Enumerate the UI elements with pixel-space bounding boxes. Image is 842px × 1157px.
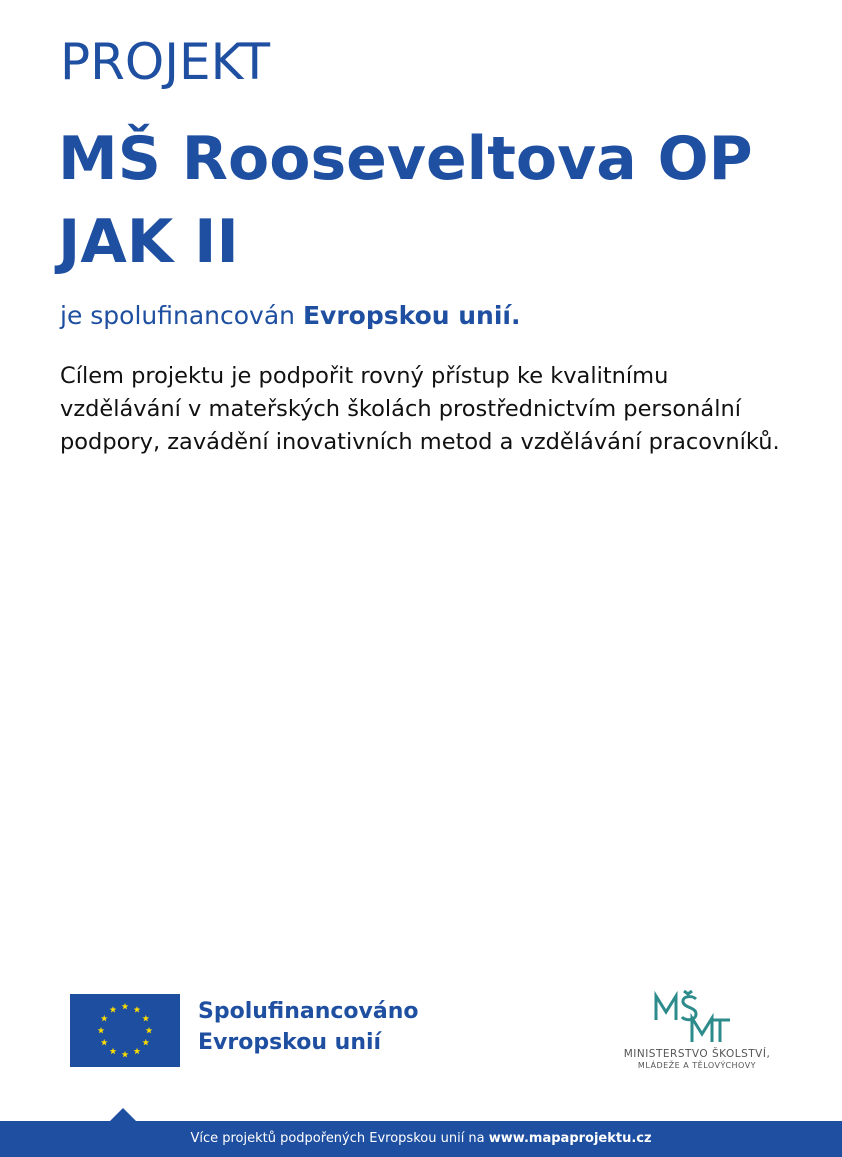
eyebrow-label: PROJEKT	[60, 33, 271, 91]
cofinancing-statement	[60, 298, 521, 334]
msmt-logo	[612, 990, 782, 1070]
cofinancing-prefix: je spolufinancován	[60, 301, 303, 330]
project-title-line2: JAK II	[58, 207, 239, 277]
cofinancing-highlight: Evropskou unií.	[302, 301, 521, 330]
project-description	[60, 360, 800, 459]
footer-bar	[0, 1121, 842, 1157]
eu-cofinancing-label	[198, 996, 419, 1058]
description-line1: Cílem projektu je podpořit rovný přístup ke kvalitnímu	[60, 363, 669, 389]
footer-notch	[109, 1108, 137, 1122]
eu-label-line2: Evropskou unií	[198, 1030, 382, 1055]
project-title-line1: MŠ Rooseveltova OP	[58, 124, 753, 194]
footer-prefix: Více projektů podpořených Evropskou unií na	[190, 1131, 489, 1146]
description-line2: vzdělávání v mateřských školách prostřednictvím personální	[60, 396, 741, 422]
msmt-name-line2: MLÁDEŽE A TĚLOVÝCHOVY	[637, 1061, 757, 1070]
project-title	[58, 118, 798, 284]
footer-link[interactable]: www.mapaprojektu.cz	[488, 1131, 652, 1146]
msmt-logo-icon	[652, 990, 732, 1044]
msmt-name-line1: MINISTERSTVO ŠKOLSTVÍ,	[623, 1048, 771, 1060]
description-line3: podpory, zavádění inovativních metod a vzdělávání pracovníků.	[60, 429, 780, 455]
eu-flag-icon	[70, 994, 180, 1067]
eu-label-line1: Spolufinancováno	[198, 999, 419, 1024]
